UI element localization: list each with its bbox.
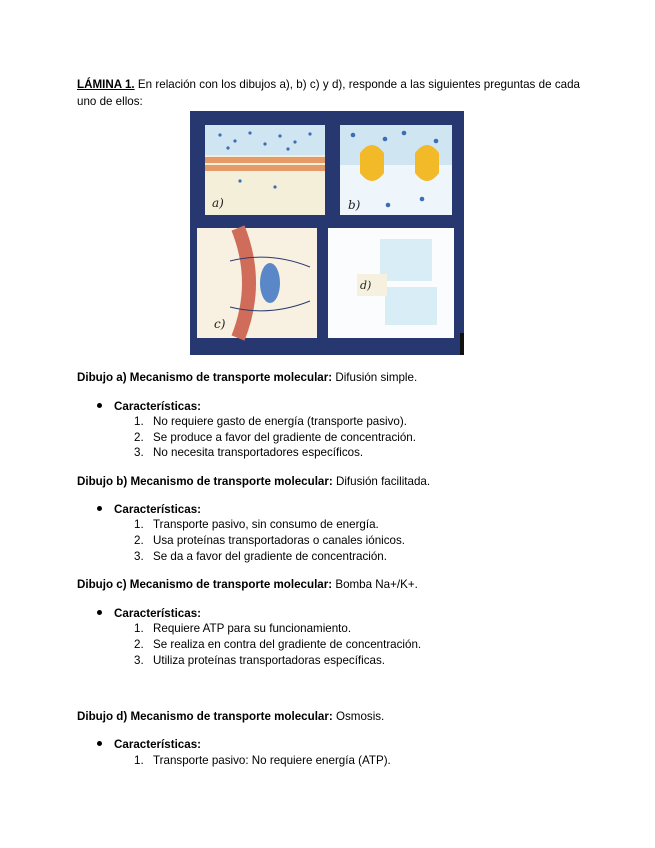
panel-d-label: d) [360,279,372,292]
panel-a [205,125,325,215]
section-b-item-1: 1. Transporte pasivo, sin consumo de energía. [134,518,379,531]
section-a-item-1: 1. No requiere gasto de energía (transporte pasivo). [134,415,407,428]
section-a-bullet: Características: [97,400,201,413]
section-d-item-1: 1. Transporte pasivo: No requiere energía (ATP). [134,754,391,767]
section-a-item-2: 2. Se produce a favor del gradiente de concentración. [134,431,416,444]
panel-c [197,228,317,338]
section-c-item-1: 1. Requiere ATP para su funcionamiento. [134,622,352,635]
intro-paragraph [77,76,580,110]
panel-b [340,125,452,215]
section-b-item-2: 2. Usa proteínas transportadoras o canales iónicos. [134,534,405,547]
transport-diagram-photo [190,111,464,355]
section-b-title: Dibujo b) Mecanismo de transporte molecular: Difusión facilitada. [77,475,431,488]
section-a-title: Dibujo a) Mecanismo de transporte molecular: Difusión simple. [77,371,418,384]
lamina-label: LÁMINA 1. [77,78,135,91]
section-c-item-3: 3. Utiliza proteínas transportadoras específicas. [134,654,385,667]
panel-a-label: a) [212,196,224,210]
section-a-item-3: 3. No necesita transportadores específicos. [134,446,364,459]
section-b-item-3: 3. Se da a favor del gradiente de concentración. [134,550,387,563]
section-d-bullet: Características: [97,738,201,751]
section-c-bullet: Características: [97,607,201,620]
section-d-title: Dibujo d) Mecanismo de transporte molecular: Osmosis. [77,710,385,723]
section-c-item-2: 2. Se realiza en contra del gradiente de concentración. [134,638,422,651]
panel-b-label: b) [348,198,361,212]
intro-text: En relación con los dibujos a), b) c) y d), responde a las siguientes preguntas de cada uno de ellos: [77,78,580,108]
panel-d [328,228,454,338]
section-c-title: Dibujo c) Mecanismo de transporte molecular: Bomba Na+/K+. [77,578,418,591]
panel-c-label: c) [214,317,226,331]
section-b-bullet: Características: [97,503,201,516]
